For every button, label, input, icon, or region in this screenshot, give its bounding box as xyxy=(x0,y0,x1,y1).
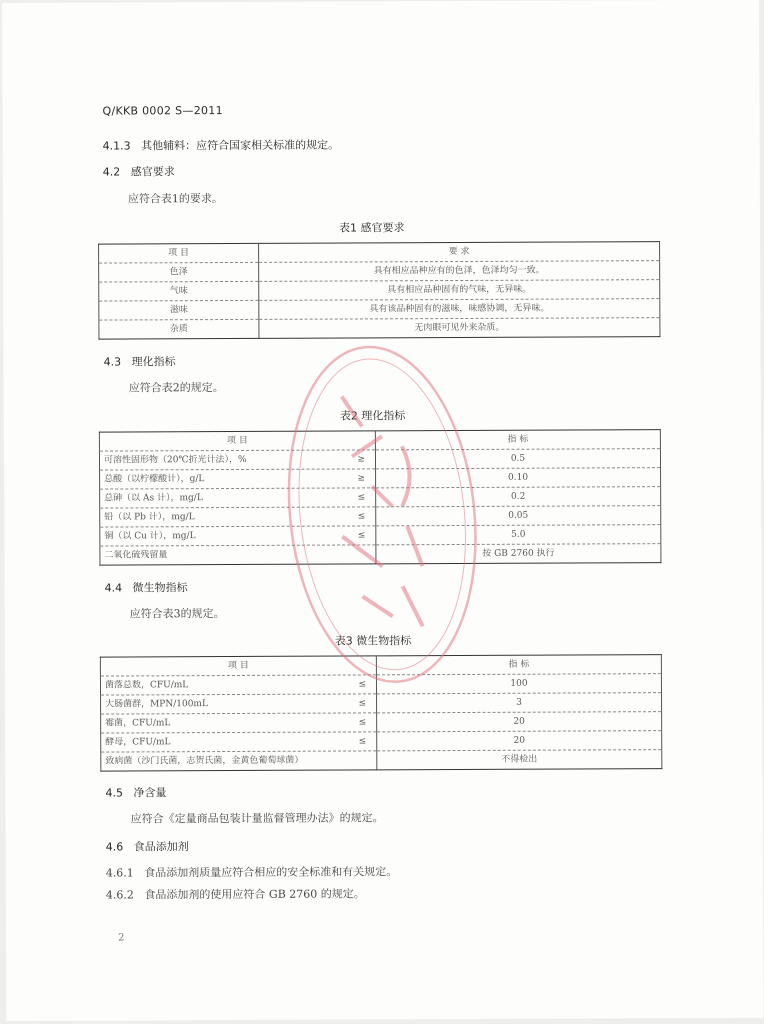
clause-number: 4.1.3 xyxy=(102,139,131,153)
header-cell: 要 求 xyxy=(259,242,660,263)
section-4-2-text: 应符合表1的要求。 xyxy=(127,192,223,206)
clause-number: 4.6.1 xyxy=(105,866,134,880)
comparison-symbol: ≤ xyxy=(358,717,367,728)
table-cell: 0.10 xyxy=(376,468,661,488)
table-cell xyxy=(101,732,377,752)
section-4-6-heading xyxy=(106,838,189,854)
section-title: 微生物指标 xyxy=(132,581,188,595)
item-label: 致病菌（沙门氏菌，志贺氏菌，金黄色葡萄球菌） xyxy=(105,755,304,767)
section-number: 4.4 xyxy=(104,581,123,595)
comparison-symbol: ≤ xyxy=(358,736,367,747)
page-number: 2 xyxy=(118,932,125,944)
item-label: 大肠菌群，MPN/100mL xyxy=(105,699,208,710)
table-cell: 5.0 xyxy=(376,525,661,545)
section-4-5-heading xyxy=(105,784,166,800)
table-cell xyxy=(101,694,377,714)
table-cell: 具有该品种固有的滋味，味感协调，无异味。 xyxy=(259,299,660,320)
table-row xyxy=(99,318,660,339)
table-cell: 3 xyxy=(377,693,662,713)
header-cell: 指 标 xyxy=(376,655,661,675)
table-row xyxy=(99,261,660,282)
header-cell: 项 目 xyxy=(99,243,259,263)
item-label: 总酸（以柠檬酸计），g/L xyxy=(104,474,205,485)
table-row xyxy=(100,468,661,489)
section-title: 理化指标 xyxy=(131,355,176,369)
section-number: 4.2 xyxy=(102,165,121,179)
table-cell: 0.2 xyxy=(376,487,661,507)
section-number: 4.6 xyxy=(105,840,124,854)
section-4-3-text: 应符合表2的规定。 xyxy=(128,381,224,395)
clause-4-6-1 xyxy=(106,863,398,880)
section-title: 净含量 xyxy=(133,786,167,800)
table-row xyxy=(99,299,660,320)
table-cell xyxy=(100,545,376,565)
table-row xyxy=(99,280,660,301)
table-row xyxy=(101,750,662,771)
table-cell: 滋味 xyxy=(99,300,259,320)
header-cell: 项 目 xyxy=(99,431,375,451)
header-cell: 指 标 xyxy=(375,430,660,450)
section-title: 感官要求 xyxy=(130,165,175,179)
table-cell xyxy=(101,751,377,771)
item-label: 铅（以 Pb 计），mg/L xyxy=(104,512,195,523)
table-row xyxy=(100,674,661,695)
comparison-symbol: ≤ xyxy=(358,698,367,709)
table-header-row xyxy=(100,655,661,676)
table-cell xyxy=(100,507,376,527)
table-cell: 杂质 xyxy=(99,319,259,339)
section-title: 食品添加剂 xyxy=(133,840,189,854)
clause-4-6-2 xyxy=(106,885,365,902)
table-row xyxy=(100,506,661,527)
table-cell xyxy=(100,526,376,546)
item-label: 酵母，CFU/mL xyxy=(105,737,171,748)
table-cell: 20 xyxy=(377,712,662,732)
section-4-4-text: 应符合表3的规定。 xyxy=(129,607,225,621)
table-row xyxy=(99,449,660,470)
table-cell: 不得检出 xyxy=(377,750,662,770)
item-label: 总砷（以 As 计），mg/L xyxy=(104,493,203,504)
section-number: 4.3 xyxy=(103,355,122,369)
table-cell xyxy=(100,488,376,508)
clause-text: 食品添加剂的使用应符合 GB 2760 的规定。 xyxy=(144,887,365,902)
item-label: 霉菌，CFU/mL xyxy=(105,718,171,729)
table-header-row xyxy=(99,242,660,263)
table-cell: 0.5 xyxy=(375,449,660,469)
section-4-2-heading xyxy=(103,163,175,179)
table-row xyxy=(101,693,662,714)
table-cell: 100 xyxy=(376,674,661,694)
comparison-symbol: ≤ xyxy=(357,492,366,503)
table-cell xyxy=(101,713,377,733)
clause-4-1-3 xyxy=(103,137,340,154)
table2-caption: 表2 理化指标 xyxy=(339,409,406,423)
table-header-row xyxy=(99,430,660,451)
table-cell: 20 xyxy=(377,731,662,751)
item-label: 菌落总数，CFU/mL xyxy=(104,680,189,691)
table-cell: 具有相应品种固有的气味，无异味。 xyxy=(259,280,660,301)
table1-caption: 表1 感官要求 xyxy=(338,221,405,235)
table3-caption: 表3 微生物指标 xyxy=(334,634,412,648)
table-cell xyxy=(100,675,376,695)
clause-text: 食品添加剂质量应符合相应的安全标准和有关规定。 xyxy=(144,865,398,880)
section-4-4-heading xyxy=(105,579,188,595)
table-row xyxy=(101,712,662,733)
item-label: 铜（以 Cu 计），mg/L xyxy=(104,531,196,542)
header-cell: 项 目 xyxy=(100,656,376,676)
table-cell: 无肉眼可见外来杂质。 xyxy=(259,318,660,339)
clause-number: 4.6.2 xyxy=(105,888,134,902)
table-cell xyxy=(99,450,375,470)
table-cell: 具有相应品种应有的色泽，色泽均匀一致。 xyxy=(259,261,660,282)
table-row xyxy=(100,487,661,508)
table-row xyxy=(101,731,662,752)
table-cell: 0.05 xyxy=(376,506,661,526)
table-cell xyxy=(100,469,376,489)
comparison-symbol: ≥ xyxy=(357,454,366,465)
table-cell: 按 GB 2760 执行 xyxy=(376,544,661,564)
table3-microbiological xyxy=(100,654,662,771)
item-label: 二氧化硫残留量 xyxy=(104,550,168,561)
comparison-symbol: ≥ xyxy=(357,473,366,484)
section-4-5-text: 应符合《定量商品包装计量监督管理办法》的规定。 xyxy=(130,811,384,826)
table-cell: 气味 xyxy=(99,281,259,301)
clause-text: 其他辅料：应符合国家相关标准的规定。 xyxy=(141,138,340,153)
document-page xyxy=(2,0,763,1021)
table2-physicochemical xyxy=(99,429,662,565)
comparison-symbol: ≤ xyxy=(357,511,366,522)
table-row xyxy=(100,544,661,565)
comparison-symbol: ≤ xyxy=(357,530,366,541)
table1-sensory xyxy=(98,241,660,339)
section-4-3-heading xyxy=(104,353,176,369)
section-number: 4.5 xyxy=(105,786,123,800)
comparison-symbol: ≤ xyxy=(358,679,366,690)
standard-number: Q/KKB 0002 S—2011 xyxy=(102,104,223,118)
table-cell: 色泽 xyxy=(99,262,259,282)
table-row xyxy=(100,525,661,546)
item-label: 可溶性固形物（20℃折光计法），% xyxy=(103,454,247,466)
